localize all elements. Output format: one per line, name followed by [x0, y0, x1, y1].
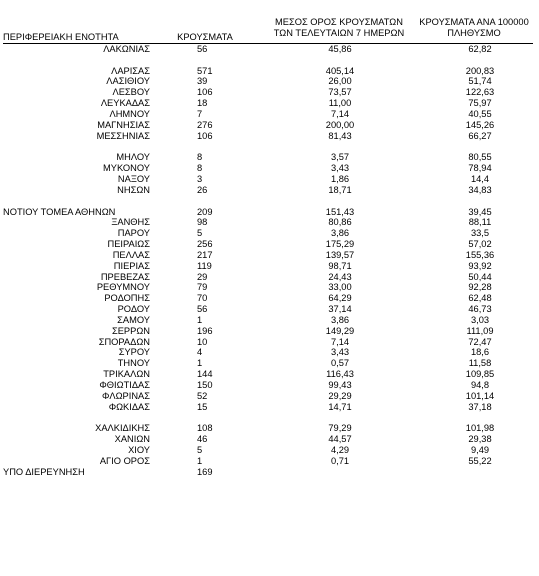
per-100k-cell: 40,55 [468, 109, 492, 120]
average-cell: 11,00 [328, 98, 352, 109]
cases-cell: 39 [197, 76, 208, 87]
cases-cell: 8 [197, 152, 203, 163]
per-100k-cell: 80,55 [468, 152, 492, 163]
table-row [0, 87, 539, 98]
per-100k-cell: 200,83 [465, 65, 495, 76]
table-row [0, 445, 539, 456]
cases-cell: 8 [197, 163, 203, 174]
average-cell: 98,71 [328, 260, 352, 271]
region-cell: ΞΑΝΘΗΣ [111, 217, 150, 228]
per-100k-cell: 51,74 [468, 76, 492, 87]
region-cell: ΦΛΩΡΙΝΑΣ [101, 390, 150, 401]
region-cell: ΦΩΚΙΔΑΣ [108, 401, 150, 412]
per-100k-cell: 122,63 [465, 87, 495, 98]
region-cell: ΣΕΡΡΩΝ [111, 325, 150, 336]
header-cases [160, 32, 250, 43]
region-cell: ΤΗΝΟΥ [117, 358, 150, 369]
average-cell: 3,43 [330, 347, 350, 358]
region-cell: ΝΗΣΩΝ [117, 184, 150, 195]
region-cell: ΠΑΡΟΥ [117, 228, 150, 239]
average-cell: 405,14 [325, 65, 355, 76]
region-cell: ΜΥΚΟΝΟΥ [103, 163, 150, 174]
table-row [0, 282, 539, 293]
average-cell: 33,00 [328, 282, 352, 293]
header-avg-line-1: ΜΕΣΟΣ ΟΡΟΣ ΚΡΟΥΣΜΑΤΩΝ [275, 17, 403, 27]
average-cell: 3,57 [330, 152, 350, 163]
average-cell: 3,43 [330, 163, 350, 174]
cases-cell: 56 [197, 44, 208, 54]
table-row [0, 174, 539, 185]
per-100k-cell: 155,36 [465, 249, 495, 260]
average-cell: 7,14 [330, 336, 350, 347]
cases-cell: 1 [197, 314, 203, 325]
table-row [0, 44, 539, 55]
cases-cell: 571 [197, 65, 213, 76]
average-cell: 3,86 [330, 228, 350, 239]
average-cell: 1,86 [330, 174, 350, 185]
per-100k-cell: 39,45 [468, 206, 492, 217]
table-row [0, 109, 539, 120]
average-cell: 81,43 [328, 130, 352, 141]
table-body [0, 44, 539, 478]
average-cell: 200,00 [325, 119, 355, 130]
cases-cell: 256 [197, 239, 213, 250]
region-cell: ΣΠΟΡΑΔΩΝ [98, 336, 150, 347]
table-row [0, 261, 539, 272]
average-cell: 175,29 [325, 239, 355, 250]
per-100k-cell: 78,94 [468, 163, 492, 174]
average-cell: 18,71 [328, 184, 352, 195]
per-100k-cell: 18,6 [470, 347, 490, 358]
per-100k-cell: 72,47 [468, 336, 492, 347]
table-row [0, 98, 539, 109]
region-cell: ΛΗΜΝΟΥ [109, 109, 150, 120]
region-cell: ΛΕΥΚΑΔΑΣ [100, 98, 150, 109]
per-100k-cell: 109,85 [465, 369, 495, 380]
region-cell: ΛΕΣΒΟΥ [112, 87, 150, 98]
cases-cell: 108 [197, 423, 213, 434]
region-cell: ΠΡΕΒΕΖΑΣ [100, 271, 150, 282]
header-seven-day-average [268, 17, 410, 39]
cases-cell: 276 [197, 119, 213, 130]
average-cell: 151,43 [325, 206, 355, 217]
region-cell: ΝΑΞΟΥ [117, 174, 150, 185]
header-cases-label: ΚΡΟΥΣΜΑΤΑ [177, 32, 233, 42]
cases-cell: 3 [197, 174, 203, 185]
table-row [0, 131, 539, 142]
average-cell: 24,43 [328, 271, 352, 282]
per-100k-cell: 55,22 [468, 455, 492, 466]
average-cell: 116,43 [326, 369, 354, 380]
region-cell: ΤΡΙΚΑΛΩΝ [103, 369, 150, 380]
per-100k-cell: 3,03 [470, 314, 490, 325]
table-row [0, 66, 539, 77]
region-cell: ΑΓΙΟ ΟΡΟΣ [99, 455, 150, 466]
per-100k-cell: 9,49 [470, 445, 490, 456]
per-100k-cell: 62,48 [468, 293, 492, 304]
region-cell: ΦΘΙΩΤΙΔΑΣ [99, 380, 150, 391]
cases-cell: 196 [197, 325, 213, 336]
cases-cell: 29 [197, 271, 208, 282]
cases-cell: 217 [197, 249, 213, 260]
cases-cell: 4 [197, 347, 203, 358]
region-cell: ΡΟΔΟΥ [117, 304, 150, 315]
per-100k-cell: 101,98 [465, 423, 495, 434]
average-cell: 44,57 [328, 434, 352, 445]
per-100k-cell: 50,44 [468, 271, 492, 282]
per-100k-cell: 101,14 [465, 390, 495, 401]
per-100k-cell: 57,02 [468, 239, 492, 250]
average-cell: 0,71 [330, 455, 350, 466]
per-100k-cell: 145,26 [465, 119, 495, 130]
header-per-line-1: ΚΡΟΥΣΜΑΤΑ ΑΝΑ 100000 [419, 17, 529, 27]
cases-cell: 5 [197, 228, 203, 239]
average-cell: 37,14 [328, 304, 352, 315]
region-cell: ΛΑΣΙΘΙΟΥ [106, 76, 150, 87]
cases-cell: 70 [197, 293, 208, 304]
average-cell: 3,86 [330, 314, 350, 325]
region-cell: ΝΟΤΙΟΥ ΤΟΜΕΑ ΑΘΗΝΩΝ [3, 206, 116, 217]
per-100k-cell: 93,92 [468, 260, 492, 271]
region-cell: ΧΑΛΚΙΔΙΚΗΣ [95, 423, 150, 434]
region-cell: ΣΑΜΟΥ [117, 314, 150, 325]
region-cell: ΜΑΓΝΗΣΙΑΣ [97, 119, 150, 130]
average-cell: 45,86 [328, 44, 352, 54]
table-row [0, 185, 539, 196]
table-row [0, 391, 539, 402]
cases-cell: 150 [197, 380, 213, 391]
table-row [0, 358, 539, 369]
table-row [0, 369, 539, 380]
header-per-line-2: ΠΛΗΘΥΣΜΟ [447, 28, 501, 38]
cases-cell: 5 [197, 445, 203, 456]
region-cell: ΜΕΣΣΗΝΙΑΣ [96, 130, 150, 141]
per-100k-cell: 14,4 [470, 174, 490, 185]
per-100k-cell: 37,18 [468, 401, 492, 412]
average-cell: 149,29 [325, 325, 355, 336]
region-cell: ΠΕΙΡΑΙΩΣ [107, 239, 150, 250]
average-cell: 73,57 [328, 87, 352, 98]
table-row [0, 152, 539, 163]
per-100k-cell: 34,83 [468, 184, 492, 195]
header-avg-line-2: ΤΩΝ ΤΕΛΕΥΤΑΙΩΝ 7 ΗΜΕΡΩΝ [273, 28, 405, 38]
table-row [0, 228, 539, 239]
average-cell: 0,57 [330, 358, 350, 369]
table-row [0, 163, 539, 174]
region-cell: ΧΙΟΥ [128, 445, 150, 456]
table-row [0, 217, 539, 228]
per-100k-cell: 92,28 [468, 282, 492, 293]
cases-cell: 46 [197, 434, 208, 445]
region-cell: ΠΙΕΡΙΑΣ [113, 260, 150, 271]
table-row [0, 423, 539, 434]
table-row [0, 293, 539, 304]
table-row [0, 239, 539, 250]
cases-cell: 106 [197, 130, 213, 141]
per-100k-cell: 46,73 [468, 304, 492, 315]
region-cell: ΡΕΘΥΜΝΟΥ [96, 282, 150, 293]
average-cell: 7,14 [330, 109, 350, 120]
per-100k-cell: 94,8 [470, 380, 490, 391]
cases-cell: 10 [197, 336, 208, 347]
per-100k-cell: 29,38 [468, 434, 492, 445]
per-100k-cell: 33,5 [470, 228, 490, 239]
table-row [0, 380, 539, 391]
region-cell: ΛΑΡΙΣΑΣ [111, 65, 150, 76]
average-cell: 14,71 [328, 401, 352, 412]
table-row [0, 207, 539, 218]
average-cell: 80,86 [328, 217, 352, 228]
cases-cell: 26 [197, 184, 208, 195]
table-row [0, 315, 539, 326]
table-row [0, 120, 539, 131]
cases-cell: 15 [197, 401, 208, 412]
table-row [0, 434, 539, 445]
average-cell: 79,29 [328, 423, 352, 434]
header-cases-per-100k [410, 17, 538, 39]
cases-cell: 56 [197, 304, 208, 315]
cases-cell: 106 [197, 87, 213, 98]
cases-cell: 169 [197, 466, 213, 477]
per-100k-cell: 111,09 [466, 325, 494, 336]
region-cell: ΠΕΛΛΑΣ [112, 249, 150, 260]
cases-cell: 98 [197, 217, 208, 228]
average-cell: 26,00 [328, 76, 352, 87]
per-100k-cell: 11,58 [468, 358, 492, 369]
table-row [0, 402, 539, 413]
region-cell: ΜΗΛΟΥ [116, 152, 150, 163]
cases-cell: 1 [197, 455, 203, 466]
table-row [0, 326, 539, 337]
region-cell: ΥΠΟ ΔΙΕΡΕΥΝΗΣΗ [3, 466, 85, 477]
table-row [0, 347, 539, 358]
region-cell: ΡΟΔΟΠΗΣ [104, 293, 150, 304]
cases-cell: 52 [197, 390, 208, 401]
region-cell: ΛΑΚΩΝΙΑΣ [103, 44, 150, 54]
table-row [0, 76, 539, 87]
header-region [3, 32, 143, 43]
average-cell: 139,57 [325, 249, 355, 260]
cases-cell: 7 [197, 109, 203, 120]
cases-cell: 79 [197, 282, 208, 293]
region-cell: ΧΑΝΙΩΝ [114, 434, 150, 445]
cases-cell: 1 [197, 358, 203, 369]
cases-cell: 18 [197, 98, 208, 109]
cases-cell: 144 [197, 369, 213, 380]
per-100k-cell: 66,27 [468, 130, 492, 141]
table-row [0, 250, 539, 261]
average-cell: 4,29 [330, 445, 350, 456]
average-cell: 29,29 [328, 390, 352, 401]
table-row [0, 456, 539, 467]
per-100k-cell: 88,11 [468, 217, 492, 228]
cases-cell: 119 [197, 260, 212, 271]
average-cell: 99,43 [328, 380, 352, 391]
table-row [0, 272, 539, 283]
per-100k-cell: 62,82 [468, 44, 492, 54]
per-100k-cell: 75,97 [468, 98, 492, 109]
region-cell: ΣΥΡΟΥ [118, 347, 150, 358]
table-row [0, 337, 539, 348]
table-row [0, 467, 539, 478]
table-row [0, 304, 539, 315]
average-cell: 64,29 [328, 293, 352, 304]
header-region-label: ΠΕΡΙΦΕΡΕΙΑΚΗ ΕΝΟΤΗΤΑ [3, 32, 119, 42]
cases-cell: 209 [197, 206, 213, 217]
